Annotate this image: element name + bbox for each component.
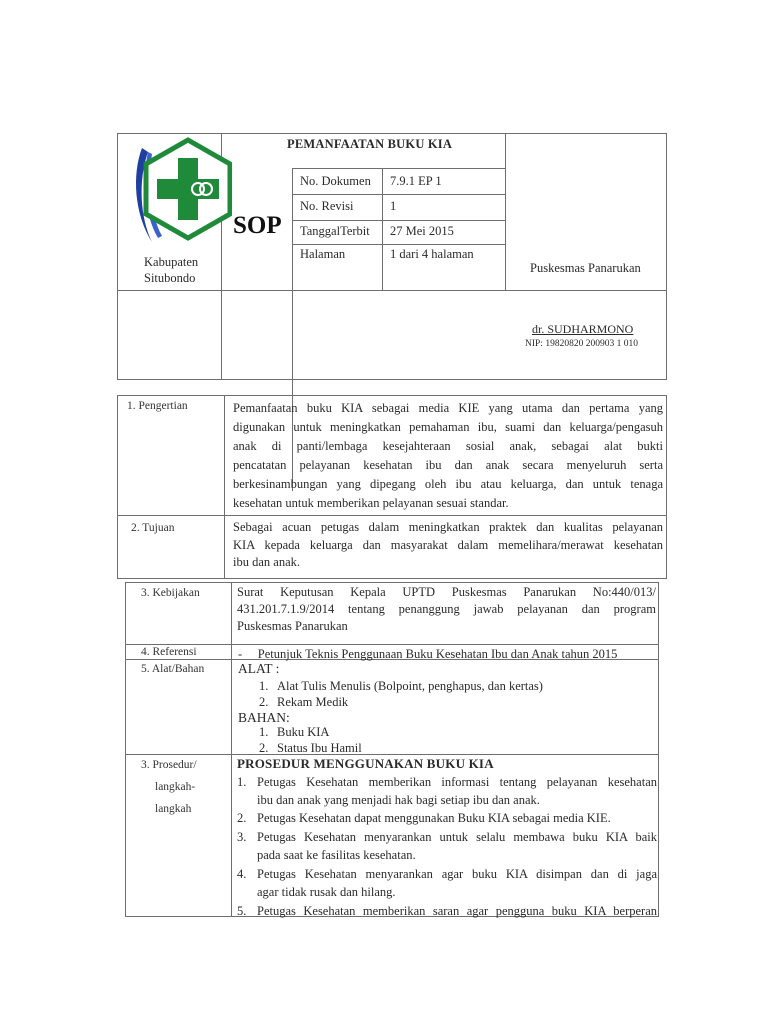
step-item: 5. Petugas Kesehatan memberikan saran agar pengguna buku KIA berperan: [237, 904, 657, 918]
meta-label-tanggal: TanggalTerbit: [300, 224, 370, 238]
alat-item: 1. Alat Tulis Menulis (Bolpoint, penghapus, dan kertas): [259, 679, 543, 693]
kebijakan-line: 431.201.7.1.9/2014 tentang penanggung jawab pelayanan dan program: [237, 602, 656, 616]
alat-heading: ALAT :: [238, 661, 280, 676]
alat-item: 2. Rekam Medik: [259, 695, 349, 709]
meta-label-halaman: Halaman: [300, 247, 346, 261]
step-item: 1. Petugas Kesehatan memberikan informasi tentang pelayanan kesehatan ibu dan anak yang menjadi hak bagi setiap ibu dan anak.: [237, 775, 657, 807]
meta-value-dokumen: 7.9.1 EP 1: [390, 174, 442, 188]
label-alat-bahan: 5. Alat/Bahan: [141, 663, 205, 675]
step-item: 2. Petugas Kesehatan dapat menggunakan Buku KIA sebagai media KIE.: [237, 811, 611, 825]
bahan-item: 2. Status Ibu Hamil: [259, 741, 362, 755]
prosedur-heading: PROSEDUR MENGGUNAKAN BUKU KIA: [237, 756, 494, 771]
meta-value-halaman: 1 dari 4 halaman: [390, 247, 474, 261]
step-item: 3. Petugas Kesehatan menyarankan untuk selalu membawa buku KIA baik pada saat ke fasilitas kesehatan.: [237, 830, 657, 862]
signer-nip: NIP: 19820820 200903 1 010: [525, 339, 638, 349]
label-tujuan: 2. Tujuan: [131, 522, 175, 534]
label-pengertian: 1. Pengertian: [127, 400, 188, 412]
label-prosedur-langkah: langkah-: [155, 781, 196, 793]
signer-name: dr. SUDHARMONO: [532, 322, 634, 336]
document-title: PEMANFAATAN BUKU KIA: [287, 137, 453, 151]
label-kebijakan: 3. Kebijakan: [141, 587, 200, 599]
sop-label: SOP: [233, 212, 282, 239]
kebijakan-text: [237, 584, 656, 635]
tujuan-line: ibu dan anak.: [233, 555, 300, 569]
tujuan-line: Sebagai acuan petugas dalam meningkatkan praktek dan kualitas pelayanan: [233, 520, 663, 534]
kabupaten-logo: [128, 134, 232, 252]
tujuan-text: [233, 519, 663, 572]
pengertian-text: [233, 399, 663, 513]
region-name-line2: Situbondo: [144, 271, 196, 285]
institution-name: Puskesmas Panarukan: [530, 261, 641, 275]
pengertian-line: pencatatan pelayanan kesehatan ibu dan anak secara menyeluruh serta: [233, 458, 663, 472]
tujuan-line: KIA kepada keluarga dan masyarakat dalam memelihara/merawat kesehatan: [233, 537, 663, 552]
label-prosedur: 3. Prosedur/: [141, 759, 197, 771]
step-item: 4. Petugas Kesehatan menyarankan agar buku KIA disimpan dan di jaga agar tidak rusak dan hilang.: [237, 867, 657, 899]
meta-label-dokumen: No. Dokumen: [300, 174, 371, 188]
kebijakan-line: Puskesmas Panarukan: [237, 619, 348, 633]
referensi-text: - Petunjuk Teknis Penggunaan Buku Kesehatan Ibu dan Anak tahun 2015: [238, 647, 618, 661]
label-prosedur-langkah2: langkah: [155, 803, 192, 815]
label-referensi: 4. Referensi: [141, 646, 197, 658]
bahan-heading: BAHAN:: [238, 710, 290, 725]
bahan-item: 1. Buku KIA: [259, 725, 330, 739]
region-name-line1: Kabupaten: [144, 255, 199, 269]
meta-value-revisi: 1: [390, 199, 397, 213]
pengertian-line: digunakan untuk meningkatkan pemahaman ibu, suami dan keluarga/pengasuh: [233, 420, 663, 434]
kebijakan-line: Surat Keputusan Kepala UPTD Puskesmas Panarukan No:440/013/: [237, 585, 656, 599]
pengertian-line: anak di panti/lembaga kesejahteraan sosial anak, sebagai alat bukti: [233, 439, 663, 453]
pengertian-line: berkesinambungan yang dipegang oleh ibu atau keluarga, dan untuk tenaga: [233, 477, 663, 491]
meta-label-revisi: No. Revisi: [300, 199, 354, 213]
health-cross-icon: [128, 134, 232, 252]
pengertian-line: Pemanfaatan buku KIA sebagai media KIE yang utama dan pertama yang: [233, 401, 663, 415]
meta-value-tanggal: 27 Mei 2015: [390, 224, 454, 238]
pengertian-line: kesehatan untuk memberikan pelayanan sesuai standar.: [233, 496, 509, 510]
